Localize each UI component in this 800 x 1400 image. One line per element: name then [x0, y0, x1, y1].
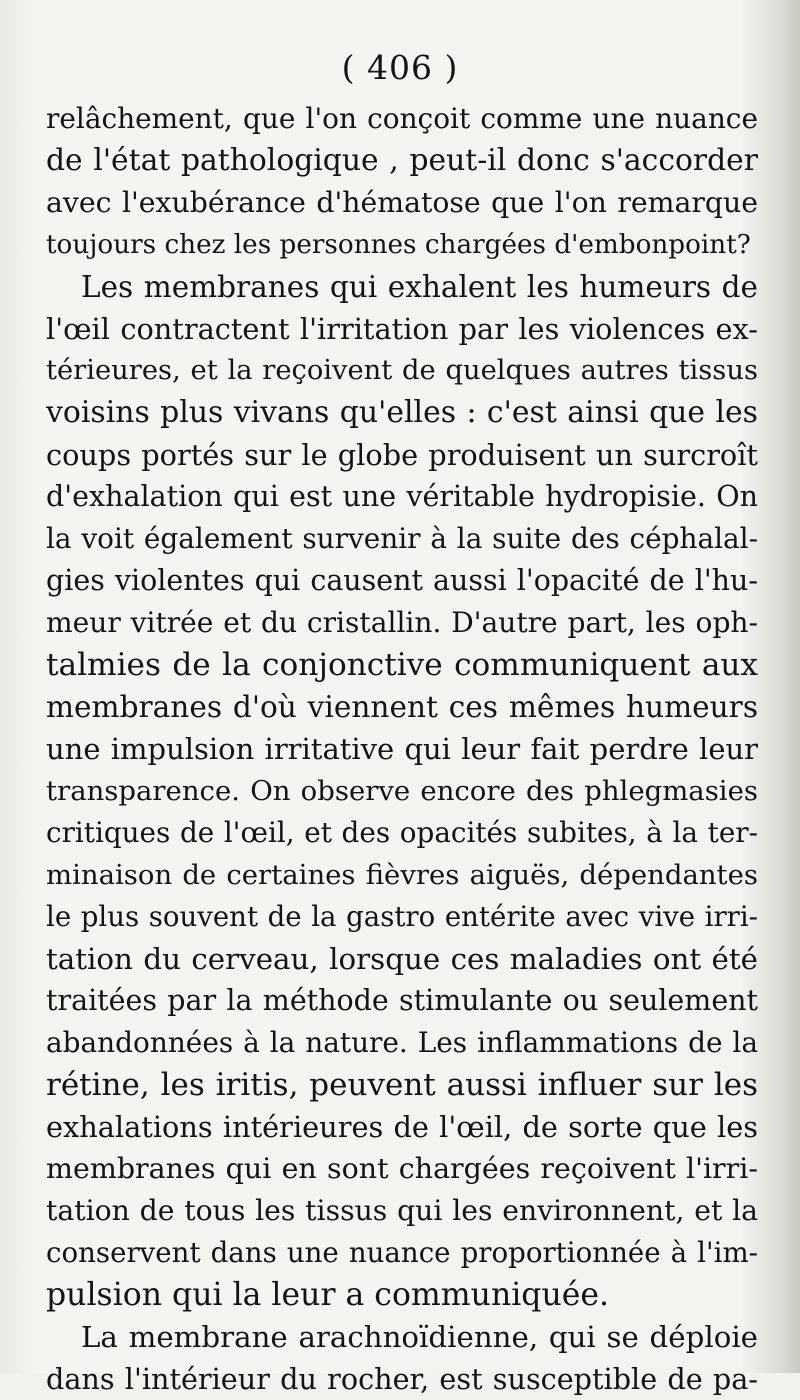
text-line: talmies de la conjonctive communiquent aux — [46, 647, 758, 683]
text-line: voisins plus vivans qu'elles : c'est ainsi que les — [46, 395, 758, 430]
text-line: le plus souvent de la gastro entérite avec vive irri- — [46, 900, 758, 933]
text-line: pulsion qui la leur a communiquée. — [46, 1277, 610, 1313]
text-line: dans l'intérieur du rocher, est susceptible de pa- — [46, 1362, 758, 1396]
text-line: avec l'exubérance d'hématose que l'on remarque — [46, 186, 758, 219]
text-line: relâchement, que l'on conçoit comme une nuance — [46, 102, 758, 135]
page-number: ( 406 ) — [341, 48, 459, 87]
text-line: gies violentes qui causent aussi l'opacité de l'hu- — [46, 564, 758, 597]
text-line: l'œil contractent l'irritation par les violences ex- — [46, 312, 758, 346]
text-line: tation du cerveau, lorsque ces maladies ont été — [46, 942, 758, 976]
text-line: coups portés sur le globe produisent un surcroît — [46, 438, 758, 472]
text-line: une impulsion irritative qui leur fait perdre leur — [46, 732, 758, 766]
text-line: abandonnées à la nature. Les inflammations de la — [46, 1026, 758, 1059]
text-line: tation de tous les tissus qui les environnent, et la — [46, 1194, 758, 1227]
text-line: transparence. On observe encore des phlegmasies — [46, 775, 758, 807]
text-line: traitées par la méthode stimulante ou seulement — [46, 984, 758, 1017]
text-line: de l'état pathologique , peut-il donc s'accorder — [46, 143, 758, 178]
text-line: membranes d'où viennent ces mêmes humeurs — [46, 690, 758, 724]
text-line: minaison de certaines fièvres aiguës, dépendantes — [46, 859, 758, 891]
text-line: toujours chez les personnes chargées d'embonpoint? — [46, 230, 751, 260]
text-line: membranes qui en sont chargées reçoivent l'irri- — [46, 1152, 758, 1185]
text-line: rétine, les iritis, peuvent aussi influer sur les — [46, 1067, 758, 1103]
text-line: exhalations intérieures de l'œil, de sorte que les — [46, 1110, 758, 1144]
text-line: critiques de l'œil, et des opacités subites, à la ter- — [46, 816, 758, 849]
text-line: conservent dans une nuance proportionnée à l'im- — [46, 1236, 758, 1269]
body-text — [46, 98, 758, 1400]
paragraph-start-line: Les membranes qui exhalent les humeurs de — [81, 270, 758, 304]
text-line: d'exhalation qui est une véritable hydropisie. On — [46, 480, 758, 513]
text-line: la voit également survenir à la suite des céphalal- — [46, 522, 758, 555]
text-line: térieures, et la reçoivent de quelques autres tissus — [46, 355, 758, 386]
text-line: meur vitrée et du cristallin. D'autre part, les oph- — [46, 606, 758, 639]
paragraph-start-line: La membrane arachnoïdienne, qui se déploie — [81, 1320, 758, 1354]
